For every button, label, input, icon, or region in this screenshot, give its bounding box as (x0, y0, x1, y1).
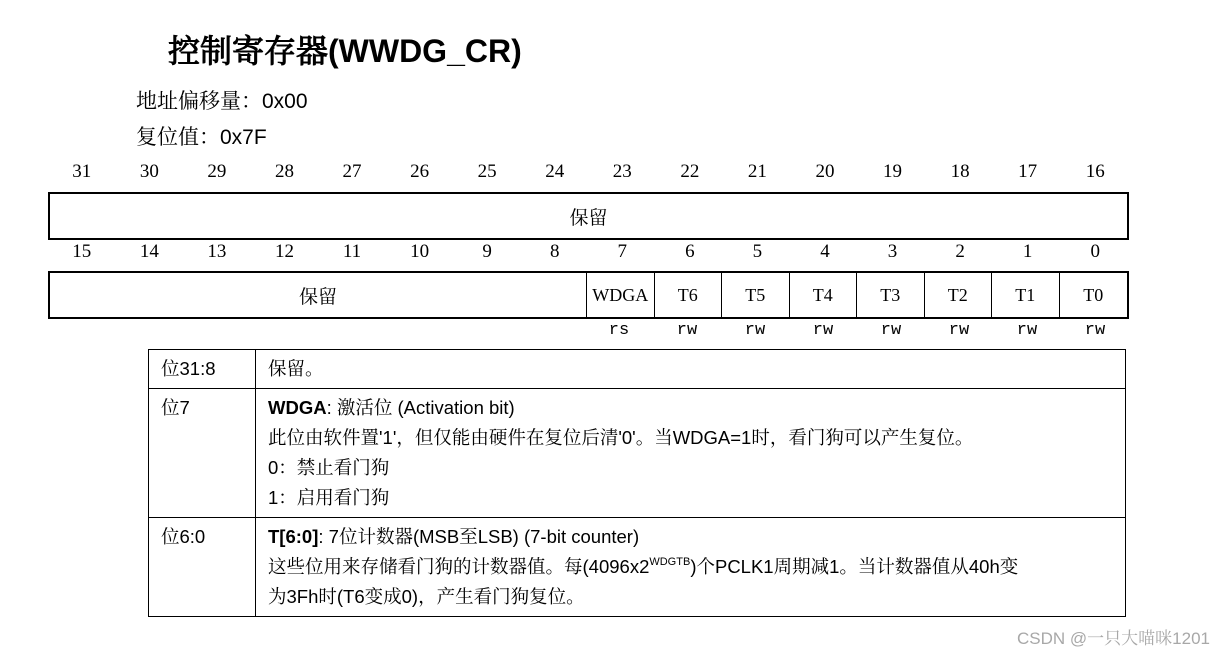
bit-number: 11 (342, 241, 362, 262)
description-line (268, 552, 1115, 582)
bit-number: 30 (139, 161, 159, 182)
bit-range: 位31:8 (149, 350, 256, 389)
access-type: rw (812, 321, 834, 340)
bit-number: 16 (1085, 161, 1105, 182)
bit-range: 位6:0 (149, 518, 256, 617)
bit-number: 24 (545, 161, 565, 182)
access-type: rs (608, 321, 630, 340)
bit-number: 26 (410, 161, 430, 182)
bit-description-cell (256, 518, 1126, 617)
bit-number: 3 (887, 241, 898, 262)
access-type: rw (1084, 321, 1106, 340)
bit-description-table (148, 349, 1126, 617)
bit-number: 20 (815, 161, 835, 182)
field-t2: T2 (925, 273, 993, 317)
bit-numbers-high (48, 161, 1129, 183)
page-title: 控制寄存器(WWDG_CR) (168, 33, 522, 69)
field-t6: T6 (655, 273, 723, 317)
table-row (149, 518, 1126, 617)
bit-number: 9 (482, 241, 492, 262)
access-type: rw (676, 321, 698, 340)
description-line: 此位由软件置'1'，但仅能由硬件在复位后清'0'。当WDGA=1时，看门狗可以产生复位。 (268, 427, 974, 448)
access-type: rw (744, 321, 766, 340)
field-t3: T3 (857, 273, 925, 317)
description-text: )个PCLK1周期减1。当计数器值从40h变 (690, 556, 1019, 577)
bit-number: 8 (549, 241, 560, 262)
bit-number: 19 (883, 161, 903, 182)
bit-description: 保留。 (256, 350, 1126, 389)
description-line: 1：启用看门狗 (268, 487, 390, 508)
description-line: 0：禁止看门狗 (268, 457, 390, 478)
reserved-field-low: 保留 (50, 273, 587, 317)
description-line: 为3Fh时(T6变成0)，产生看门狗复位。 (268, 586, 585, 607)
bit-number: 17 (1018, 161, 1038, 182)
field-summary: : 7位计数器(MSB至LSB) (7-bit counter) (318, 526, 640, 547)
bit-number: 21 (747, 161, 767, 182)
bit-description-cell (256, 389, 1126, 518)
field-summary: : 激活位 (Activation bit) (326, 397, 515, 418)
table-row (149, 389, 1126, 518)
bit-number: 10 (410, 241, 430, 262)
bit-number: 27 (342, 161, 362, 182)
access-types (585, 321, 1129, 340)
bit-number: 6 (685, 241, 695, 262)
bit-number: 31 (72, 161, 92, 182)
access-type: rw (880, 321, 902, 340)
reset-value: 复位值：0x7F (136, 126, 267, 149)
address-offset: 地址偏移量：0x00 (136, 90, 308, 113)
reserved-field-high: 保留 (569, 207, 608, 229)
bit-number: 29 (207, 161, 227, 182)
bit-number: 1 (1022, 241, 1033, 262)
bit-number: 15 (72, 241, 92, 262)
bit-number: 18 (950, 161, 970, 182)
watermark: CSDN @一只大喵咪1201 (1017, 629, 1210, 648)
bit-numbers-low (48, 241, 1129, 263)
bit-number: 4 (820, 241, 830, 262)
bit-number: 23 (612, 161, 632, 182)
bit-number: 14 (139, 241, 159, 262)
bit-number: 28 (274, 161, 294, 182)
field-wdga: WDGA (587, 273, 655, 317)
bit-number: 0 (1090, 241, 1100, 262)
access-type: rw (948, 321, 970, 340)
bit-number: 2 (955, 241, 965, 262)
bit-number: 13 (207, 241, 227, 262)
field-t4: T4 (790, 273, 858, 317)
field-t1: T1 (992, 273, 1060, 317)
field-name: WDGA (268, 397, 327, 418)
field-t0: T0 (1083, 284, 1104, 305)
bit-number: 12 (274, 241, 294, 262)
register-high (48, 192, 1129, 240)
field-t5: T5 (722, 273, 790, 317)
access-type: rw (1016, 321, 1038, 340)
table-row (149, 350, 1126, 389)
superscript: WDGTB (649, 556, 691, 568)
bit-number: 5 (752, 241, 763, 262)
description-text: 这些位用来存储看门狗的计数器值。每(4096x2 (268, 556, 650, 577)
register-low (48, 271, 1129, 319)
field-name: T[6:0] (268, 526, 319, 547)
bit-number: 7 (617, 241, 628, 262)
bit-range: 位7 (149, 389, 256, 518)
bit-number: 22 (680, 161, 700, 182)
bit-number: 25 (477, 161, 497, 182)
